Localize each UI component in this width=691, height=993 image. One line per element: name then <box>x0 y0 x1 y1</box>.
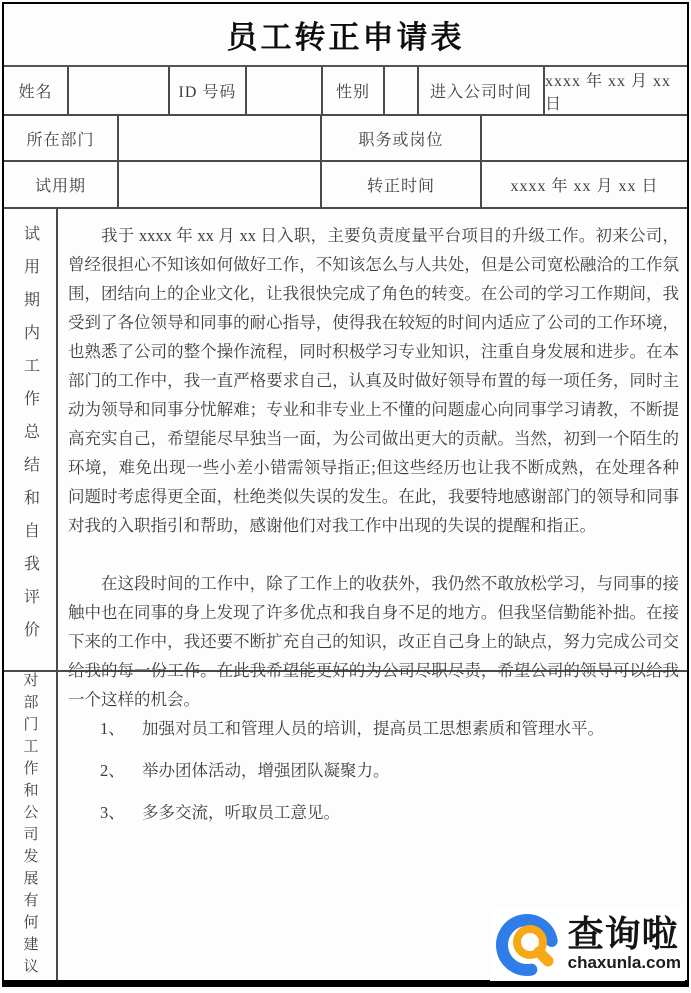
department-value-cell <box>119 116 322 160</box>
info-row-probation <box>4 162 687 209</box>
summary-section-label: 试用期内工作总结和自我评价 <box>21 225 39 654</box>
watermark-text <box>568 915 681 973</box>
join-time-value: xxxx 年 xx 月 xx 日 <box>545 72 672 113</box>
list-item-text: 多多交流，听取员工意见。 <box>142 803 340 822</box>
form-table <box>2 2 689 987</box>
list-item-number: 1、 <box>100 719 125 738</box>
position-value-cell <box>482 116 687 160</box>
id-number-value-cell <box>247 67 323 114</box>
join-time-label: 进入公司时间 <box>419 67 545 114</box>
position-label: 职务或岗位 <box>322 116 482 160</box>
info-row-basic <box>4 67 687 116</box>
info-row-department <box>4 116 687 162</box>
list-item-text: 加强对员工和管理人员的培训，提高员工思想素质和管理水平。 <box>142 719 604 738</box>
summary-paragraph-2: 在这段时间的工作中，除了工作上的收获外，我仍然不敢放松学习，与同事的接触中也在同事的身上发现了许多优点和我自身不足的地方。但我坚信勤能补拙。在接下来的工作中，我还要不断扩充自己的知识，改正自己身上的缺点，努力完成公司交给我的每一份工作。在此我希望能更好的为公司尽职尽责，希望公司的领导可以给我一个这样的机会。 <box>68 574 679 709</box>
regular-time-label: 转正时间 <box>322 162 482 207</box>
probation-label: 试用期 <box>4 162 119 207</box>
gender-value-cell <box>385 67 419 114</box>
list-item-number: 3、 <box>100 803 125 822</box>
list-item <box>100 756 675 785</box>
list-item-number: 2、 <box>100 761 125 780</box>
watermark-logo <box>490 907 685 981</box>
title-row <box>4 4 687 67</box>
watermark-brand-name: 查询啦 <box>567 914 679 954</box>
summary-section <box>4 209 687 709</box>
summary-section-label-cell <box>4 209 58 670</box>
summary-paragraph-1: 我于 xxxx 年 xx 月 xx 日入职，主要负责度量平台项目的升级工作。初来公司，曾经很担心不知该如何做好工作，不知该怎么与人共处，但是公司宽松融洽的工作氛围，团结向上的企业文化，让我很快完成了角色的转变。在公司的学习工作期间，我受到了各位领导和同事的耐心指导，使得我在较短的时间内适应了公司的工作环境，也熟悉了公司的整个操作流程，同时积极学习专业知识，注重自身发展和进步。在本部门的工作中，我一直严格要求自己，认真及时做好领导布置的每一项任务，同时主动为领导和同事分忧解难；专业和非专业上不懂的问题虚心向同事学习请教，不断提高充实自己，希望能尽早独当一面，为公司做出更大的贡献。当然，初到一个陌生的环境，难免出现一些小差小错需领导指正;但这些经历也让我不断成熟，在处理各种问题时考虑得更全面，杜绝类似失误的发生。在此，我要特地感谢部门的领导和同事对我的入职指引和帮助，感谢他们对我工作中出现的失误的提醒和指正。 <box>68 226 679 535</box>
list-item <box>100 798 675 827</box>
suggestion-section-label: 对部门工作和公司发展有何建议 <box>21 672 38 980</box>
suggestion-section-label-cell <box>4 672 58 980</box>
name-label: 姓名 <box>4 67 69 114</box>
watermark-domain: chaxunla.com <box>567 953 681 972</box>
probation-value-cell <box>119 162 322 207</box>
magnifier-logo-icon <box>494 909 564 979</box>
name-value-cell <box>69 67 170 114</box>
summary-section-body <box>58 209 687 709</box>
department-label: 所在部门 <box>4 116 119 160</box>
list-item-text: 举办团体活动，增强团队凝聚力。 <box>142 761 390 780</box>
list-item <box>100 714 675 743</box>
gender-label: 性别 <box>323 67 385 114</box>
regular-time-value: xxxx 年 xx 月 xx 日 <box>510 178 659 195</box>
page-title: 员工转正申请表 <box>226 20 465 55</box>
id-number-label: ID 号码 <box>170 67 247 114</box>
